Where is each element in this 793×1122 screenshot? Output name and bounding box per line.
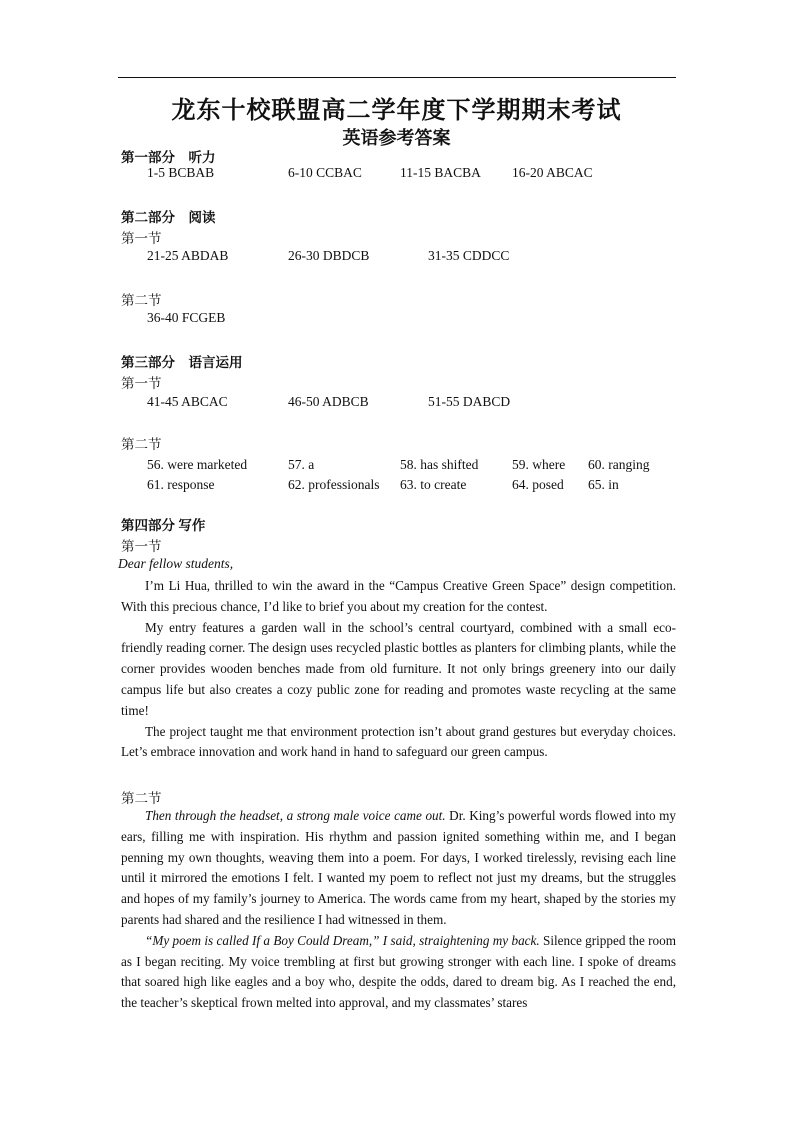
answer-group: 21-25 ABDAB xyxy=(147,248,229,263)
cloze-answer: 63. to create xyxy=(400,477,467,492)
answer-group: 1-5 BCBAB xyxy=(147,165,215,180)
answer-group: 26-30 DBDCB xyxy=(288,248,370,263)
given-opening-sentence: Then through the headset, a strong male voice came out. xyxy=(145,808,446,823)
page-title: 龙东十校联盟高二学年度下学期期末考试 xyxy=(171,98,622,124)
story-paragraph xyxy=(121,931,676,1014)
given-opening-sentence: “My poem is called If a Boy Could Dream,” I said, straightening my back. xyxy=(145,932,540,948)
answer-group: 46-50 ADBCB xyxy=(288,394,369,409)
section-label: 第二节 xyxy=(121,437,162,452)
cloze-answer: 62. professionals xyxy=(288,477,380,492)
answer-group: 41-45 ABCAC xyxy=(147,394,228,409)
part1-heading: 第一部分 听力 xyxy=(121,150,216,165)
cloze-answer: 59. where xyxy=(512,457,566,472)
letter-body xyxy=(121,576,676,763)
story-text: Silence gripped the room as I began reciting. My voice trembling at first but growing stronger with each line. I spoke of dreams that soared high like eagles and a boy who, despite the odds, dared to dream big. As I reached the end, the teacher’s skeptical frown melted into approval, and my classmates’ stares xyxy=(121,932,677,1011)
cloze-answer: 64. posed xyxy=(512,477,564,492)
story-text: Dr. King’s powerful words flowed into my ears, filling me with inspiration. His rhythm and passion ignited something within me, and I began penning my own thoughts, weaving them into a poem. For days, I worked tirelessly, revising each line until it mirrored the emotions I felt. I wanted my poem to reflect not just my dreams, but the struggles and hopes of my family’s journey to America. The words came from my heart, shaped by the stories my parents had shared and the resilience I had witnessed in them. xyxy=(121,808,676,927)
letter-greeting: Dear fellow students, xyxy=(118,556,234,571)
top-rule xyxy=(118,77,676,78)
continuation-body xyxy=(121,806,676,1014)
answer-group: 36-40 FCGEB xyxy=(147,310,226,325)
section-label: 第一节 xyxy=(121,539,162,554)
answer-group: 6-10 CCBAC xyxy=(288,165,362,180)
section-label: 第一节 xyxy=(121,376,162,391)
part2-heading: 第二部分 阅读 xyxy=(121,210,216,225)
page-subtitle: 英语参考答案 xyxy=(342,128,451,148)
letter-paragraph: I’m Li Hua, thrilled to win the award in the “Campus Creative Green Space” design competition. With this precious chance, I’d like to brief you about my creation for the contest. xyxy=(121,578,676,614)
cloze-answer: 61. response xyxy=(147,477,215,492)
section-label: 第二节 xyxy=(121,791,162,806)
cloze-answer: 65. in xyxy=(588,477,619,492)
cloze-answer: 57. a xyxy=(288,457,315,472)
part4-heading: 第四部分 写作 xyxy=(121,518,206,533)
letter-paragraph: My entry features a garden wall in the school’s central courtyard, combined with a small eco-friendly reading corner. The design uses recycled plastic bottles as planters for climbing plants, while the corner provides wooden benches made from old furniture. It not only brings greenery into our daily campus life but also creates a cozy public zone for reading and promotes waste recycling at the same time! xyxy=(121,619,676,718)
letter-paragraph: The project taught me that environment protection isn’t about grand gestures but everyday choices. Let’s embrace innovation and work hand in hand to safeguard our green campus. xyxy=(121,723,676,760)
answer-group: 31-35 CDDCC xyxy=(428,248,510,263)
cloze-answer: 56. were marketed xyxy=(147,457,248,472)
answer-group: 16-20 ABCAC xyxy=(512,165,593,180)
part3-heading: 第三部分 语言运用 xyxy=(121,355,243,370)
story-paragraph xyxy=(121,806,676,931)
section-label: 第二节 xyxy=(121,293,162,308)
section-label: 第一节 xyxy=(121,231,162,246)
cloze-answer: 60. ranging xyxy=(588,457,650,472)
answer-group: 11-15 BACBA xyxy=(400,165,481,180)
answer-group: 51-55 DABCD xyxy=(428,394,511,409)
cloze-answer: 58. has shifted xyxy=(400,457,479,472)
